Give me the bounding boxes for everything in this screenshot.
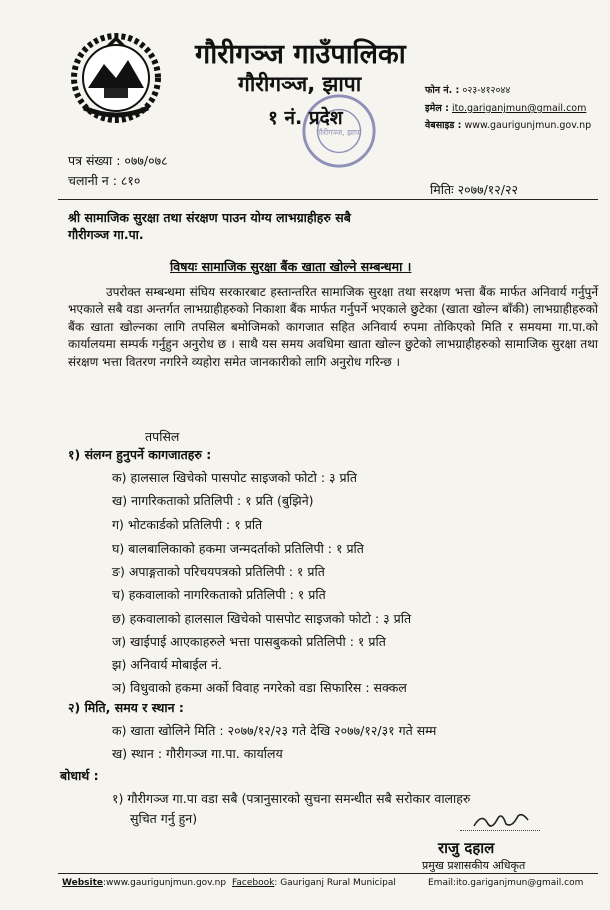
bodhartha-heading: बोधार्थ : bbox=[60, 768, 99, 783]
footer-facebook bbox=[232, 878, 396, 888]
subject-text: सामाजिक सुरक्षा बैंक खाता खोल्ने सम्बन्धमा । bbox=[201, 259, 412, 274]
addressee-line-2: गौरीगञ्ज गा.पा. bbox=[68, 227, 144, 242]
website-link[interactable]: www.gaurigunjmun.gov.np bbox=[464, 120, 592, 131]
dispatch-number: चलानी न : ८१० bbox=[68, 173, 141, 188]
doc-item: घ) बालबालिकाको हकमा जन्मदर्ताको प्रतिलिपी : १ प्रति bbox=[112, 541, 364, 556]
letter-body: उपरोक्त सम्बन्धमा संघिय सरकारबाट हस्तान्तरित सामाजिक सुरक्षा तथा सरक्षण भत्ता बैंक मार्फत अनिवार्य गर्नुपुर्ने भएकाले सबै वडा अन्तर्गत लाभग्राहीहरुको निकाशा बैंक मार्फत गर्नुपर्ने भएकाले छुटेका (खाता खोल्न बाँकी) लाभग्राहीहरुको बैंक खाता खोल्नका लागि तपसिल बमोजिमको कागजात सहित अनिवार्य रुपमा तोकिएको मिति र समयमा गा.पा.को कार्यालयमा सम्पर्क गर्नुहुन अनुरोध छ । साथै यस समय अवधिमा खाता खोल्न छुटेको लाभग्राहीहरुको सामाजिक सुरक्षा तथा संरक्षण भत्ता वितरण नगरिने व्यहोरा समेत जानकारीको लागि अनुरोध गरिन्छ । bbox=[68, 285, 598, 369]
header-divider bbox=[58, 199, 598, 200]
handwritten-signature-icon bbox=[472, 810, 532, 832]
email-label: इमेल : bbox=[425, 103, 449, 114]
phone-row bbox=[425, 83, 510, 96]
tapasil-label: तपसिल bbox=[145, 429, 180, 444]
doc-item: च) हकवालाको नागरिकताको प्रतिलिपी : १ प्रति bbox=[112, 587, 326, 602]
doc-item: ख) नागरिकताको प्रतिलिपी : १ प्रति (बुझिने) bbox=[112, 493, 314, 508]
footer-facebook-link[interactable]: : Gauriganj Rural Municipal bbox=[274, 878, 396, 888]
email-row bbox=[425, 101, 586, 114]
subject-line bbox=[170, 258, 411, 275]
doc-item: ङ) अपाङ्गताको परिचयपत्रको प्रतिलिपी : १ प्रति bbox=[112, 564, 325, 579]
doc-item: ग) भोटकार्डको प्रतिलिपी : १ प्रति bbox=[112, 517, 263, 532]
signatory-title: प्रमुख प्रशासकीय अधिकृत bbox=[422, 859, 526, 872]
schedule-item: क) खाता खोलिने मिति : २०७७/१२/२३ गते देखि २०७७/१२/३१ गते सम्म bbox=[112, 723, 437, 738]
letter-number: पत्र संख्या : ०७७/०७८ bbox=[68, 153, 168, 168]
signatory-name: राजु दहाल bbox=[438, 839, 495, 857]
nepal-emblem-icon bbox=[66, 26, 166, 126]
doc-item: क) हालसाल खिचेको पासपोट साइजको फोटो : ३ प्रति bbox=[112, 470, 357, 485]
subject-label: विषयः bbox=[170, 259, 198, 274]
schedule-item: ख) स्थान : गौरीगञ्ज गा.पा. कार्यालय bbox=[112, 746, 283, 761]
doc-item: ञ) विधुवाको हकमा अर्को विवाह नगरेको वडा सिफारिस : सक्कल bbox=[112, 680, 407, 695]
doc-item: ज) खाईपाई आएकाहरुले भत्ता पासबुकको प्रतिलिपी : १ प्रति bbox=[112, 634, 386, 649]
footer-website-label: Website bbox=[62, 878, 104, 888]
footer-divider bbox=[58, 873, 598, 874]
section-2-heading: २) मिति, समय र स्थान : bbox=[68, 700, 184, 715]
doc-item: छ) हकवालाको हालसाल खिचेको पासपोट साइजको फोटो : ३ प्रति bbox=[112, 611, 412, 626]
stamp-text: गौरीगञ्ज, झापा bbox=[316, 127, 362, 137]
addressee-line-1: श्री सामाजिक सुरक्षा तथा संरक्षण पाउन योग्य लाभग्राहीहरु सबै bbox=[68, 210, 351, 225]
phone-label: फोन नं. : bbox=[425, 85, 460, 96]
province-label: १ नं. प्रदेश bbox=[268, 107, 343, 129]
municipality-title: गौरीगञ्ज गाउँपालिका bbox=[195, 39, 406, 70]
bodhartha-item-line-1: १) गौरीगञ्ज गा.पा वडा सबै (पत्रानुसारको सुचना समन्धीत सबै सरोकार वालाहरु bbox=[112, 791, 471, 806]
signature-line bbox=[460, 830, 540, 831]
website-row bbox=[425, 118, 591, 131]
footer-website-link[interactable]: :www.gaurigunjmun.gov.np bbox=[103, 878, 227, 888]
doc-item: झ) अनिवार्य मोबाईल नं. bbox=[112, 657, 223, 672]
section-1-heading: १) संलग्न हुनुपर्ने कागजातहरु : bbox=[68, 447, 212, 462]
footer-email[interactable]: Email:ito.gariganjmun@gmail.com bbox=[428, 878, 584, 888]
footer-facebook-label: Facebook bbox=[232, 878, 275, 888]
letter-date: मितिः २०७७/१२/२२ bbox=[430, 182, 518, 197]
website-label: वेबसाइड : bbox=[425, 120, 462, 131]
bodhartha-item-line-2: सुचित गर्नु हुन) bbox=[130, 811, 198, 826]
municipality-subtitle: गौरीगञ्ज, झापा bbox=[238, 72, 362, 96]
email-link[interactable]: ito.gariganjmun@gmail.com bbox=[451, 103, 587, 114]
phone-value: ०२३-४१२०४४ bbox=[462, 85, 511, 96]
footer-website bbox=[62, 878, 226, 888]
